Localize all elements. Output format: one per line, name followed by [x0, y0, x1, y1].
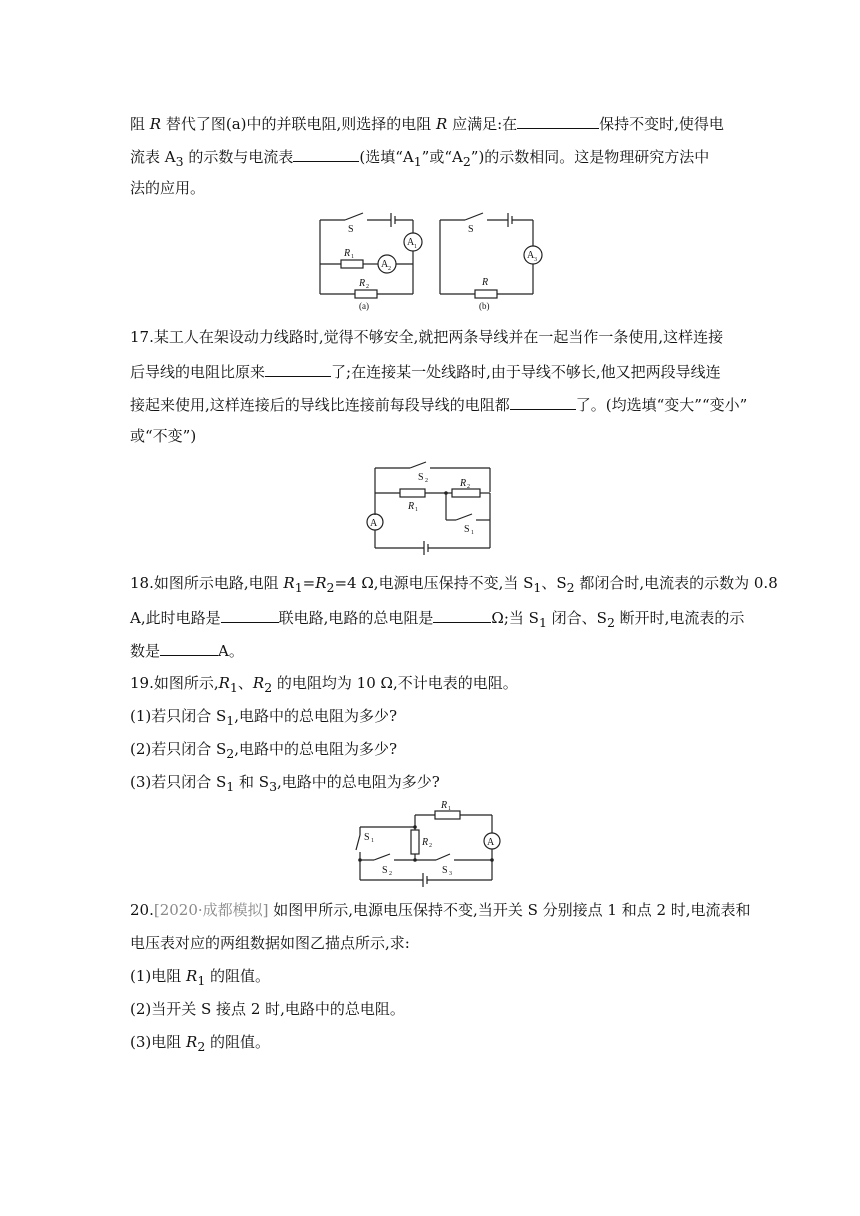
answer-blank[interactable]	[433, 606, 491, 623]
svg-text:R: R	[408, 501, 415, 512]
svg-text:S: S	[382, 865, 388, 876]
svg-text:S: S	[464, 524, 470, 535]
q20-line-5: (3)电阻 $R_2$ 的阻值。	[130, 1033, 271, 1054]
q17-line-1: 17.某工人在架设动力线路时,觉得不够安全,就把两条导线并在一起当作一条使用,这样连接	[130, 328, 724, 346]
svg-text:1: 1	[351, 254, 354, 260]
svg-text:R: R	[359, 278, 366, 289]
para-line-3: 法的应用。	[130, 179, 206, 197]
source-tag: [2020·成都模拟]	[153, 901, 269, 919]
para-line-1: 阻 R 替代了图(a)中的并联电阻,则选择的电阻 R 应满足:在 保持不变时,使得电	[130, 112, 724, 134]
q19-line-4: (3)若只闭合 $S_1$ 和 $S_3$,电路中的总电阻为多少?	[130, 773, 440, 794]
svg-text:A: A	[370, 518, 378, 529]
figure-caption-b: (b)	[479, 301, 490, 311]
q19-line-3: (2)若只闭合 $S_2$,电路中的总电阻为多少?	[130, 740, 398, 761]
q20-line-3: (1)电阻 $R_1$ 的阻值。	[130, 967, 271, 988]
svg-text:2: 2	[425, 478, 428, 484]
answer-blank[interactable]	[221, 606, 279, 623]
svg-text:R: R	[460, 478, 467, 489]
svg-text:S: S	[442, 865, 448, 876]
answer-blank[interactable]	[517, 112, 599, 129]
svg-text:3: 3	[534, 257, 537, 263]
svg-text:2: 2	[389, 871, 392, 877]
circuit-figure-q18	[360, 460, 500, 555]
circuit-figure-q19	[350, 800, 500, 890]
q17-line-4: 或“不变”)	[130, 427, 197, 445]
svg-text:R: R	[441, 800, 448, 811]
svg-text:3: 3	[449, 871, 452, 877]
svg-text:1: 1	[371, 838, 374, 844]
q19-line-2: (1)若只闭合 $S_1$,电路中的总电阻为多少?	[130, 707, 398, 728]
svg-text:1: 1	[448, 806, 451, 812]
svg-text:R: R	[344, 248, 351, 259]
svg-text:S: S	[364, 832, 370, 843]
svg-text:A: A	[527, 250, 535, 261]
answer-blank[interactable]	[293, 145, 359, 162]
svg-text:A: A	[487, 837, 495, 848]
q20-line-1: 20.[2020·成都模拟] 如图甲所示,电源电压保持不变,当开关 S 分别接点 1 和点 2 时,电流表和	[130, 901, 751, 919]
svg-text:A: A	[407, 237, 415, 248]
switch-label: S	[348, 224, 354, 235]
svg-text:2: 2	[467, 484, 470, 490]
svg-text:1: 1	[415, 507, 418, 513]
circuit-figure-a-b	[315, 210, 550, 315]
answer-blank[interactable]	[510, 393, 576, 410]
q17-line-2: 后导线的电阻比原来 了;在连接某一处线路时,由于导线不够长,他又把两段导线连	[130, 360, 721, 382]
q19-line-1: 19.如图所示$,R_1$、$R_2$ 的电阻均为 10 Ω,不计电表的电阻。	[130, 674, 518, 695]
svg-text:2: 2	[366, 284, 369, 290]
svg-text:2: 2	[429, 843, 432, 849]
svg-text:A: A	[381, 259, 389, 270]
svg-text:R: R	[482, 277, 489, 288]
q20-line-2: 电压表对应的两组数据如图乙描点所示,求:	[130, 934, 410, 952]
svg-text:1: 1	[414, 244, 417, 250]
q18-line-3: 数是 A。	[130, 639, 244, 661]
q20-line-4: (2)当开关 S 接点 2 时,电路中的总电阻。	[130, 1000, 405, 1018]
answer-blank[interactable]	[160, 639, 218, 656]
svg-text:S: S	[418, 472, 424, 483]
svg-text:S: S	[468, 224, 474, 235]
para-line-2: 流表 $A_3$ 的示数与电流表 (选填“$A_1$”或“$A_2$”)的示数相同。这是物理研究方法中	[130, 145, 709, 172]
q18-line-1: 18.如图所示电路,电阻 $R_1=R_2=4$ Ω,电源电压保持不变,当 $S_1$、$S_2$ 都闭合时,电流表的示数为 0.8	[130, 574, 778, 595]
q17-line-3: 接起来使用,这样连接后的导线比连接前每段导线的电阻都 了。(均选填“变大”“变小”	[130, 393, 747, 415]
q18-line-2: A,此时电路是 联电路,电路的总电阻是 Ω;当 $S_1$ 闭合、$S_2$ 断开时,电流表的示	[130, 606, 744, 633]
svg-text:1: 1	[471, 530, 474, 536]
svg-text:R: R	[422, 837, 429, 848]
answer-blank[interactable]	[265, 360, 331, 377]
figure-caption-a: (a)	[359, 301, 369, 311]
svg-text:2: 2	[388, 266, 391, 272]
